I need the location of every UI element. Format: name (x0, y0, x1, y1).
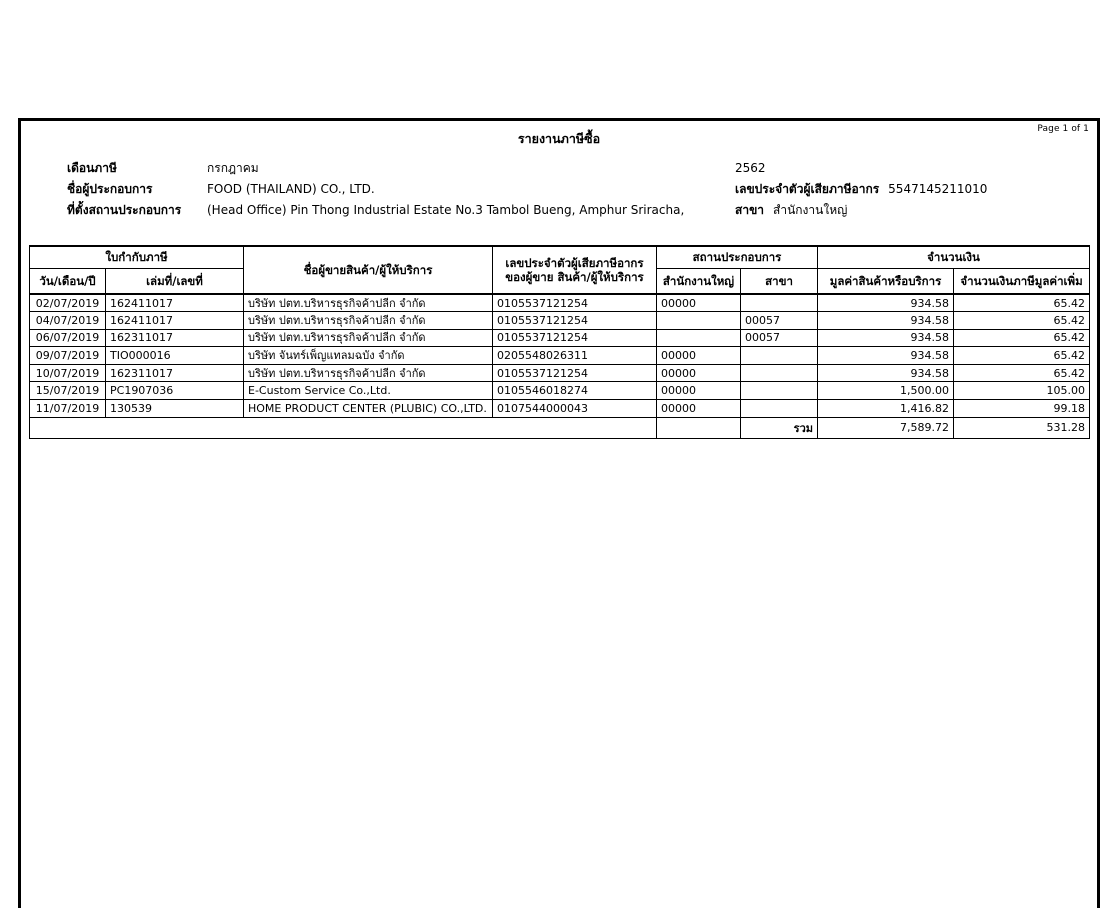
cell-head-office: 00000 (657, 347, 741, 365)
column-header-vendor-taxid (493, 246, 657, 294)
column-header-head-office: สำนักงานใหญ่ (657, 268, 741, 294)
table-row (30, 329, 1090, 347)
header-meta-left (67, 158, 684, 221)
cell-vendor-taxid: 0105537121254 (493, 312, 657, 330)
cell-date: 15/07/2019 (30, 382, 106, 400)
table-body (30, 294, 1090, 417)
table-row (30, 294, 1090, 312)
cell-vat-amount: 65.42 (954, 294, 1090, 312)
table-row (30, 364, 1090, 382)
cell-branch (741, 382, 818, 400)
page-title: รายงานภาษีซื้อ (517, 131, 601, 146)
table-row (30, 382, 1090, 400)
cell-branch (741, 400, 818, 418)
cell-vendor-name: บริษัท ปตท.บริหารธุรกิจค้าปลีก จำกัด (244, 329, 493, 347)
header-meta-right (735, 158, 987, 221)
tax-month-value: กรกฎาคม (207, 161, 259, 175)
cell-head-office: 00000 (657, 400, 741, 418)
table-row (30, 312, 1090, 330)
meta-row-taxid (735, 179, 987, 200)
cell-goods-value: 934.58 (818, 329, 954, 347)
meta-row-branch (735, 200, 987, 221)
column-header-branch: สาขา (741, 268, 818, 294)
table-row (30, 400, 1090, 418)
total-label: รวม (741, 417, 818, 438)
table-footer (30, 417, 1090, 438)
cell-book-number: TIO000016 (106, 347, 244, 365)
cell-branch: 00057 (741, 312, 818, 330)
cell-head-office: 00000 (657, 294, 741, 312)
cell-branch (741, 347, 818, 365)
total-goods-value: 7,589.72 (818, 417, 954, 438)
cell-vendor-name: HOME PRODUCT CENTER (PLUBIC) CO.,LTD. (244, 400, 493, 418)
cell-book-number: 162311017 (106, 364, 244, 382)
table-row (30, 347, 1090, 365)
cell-vat-amount: 65.42 (954, 347, 1090, 365)
cell-head-office: 00000 (657, 382, 741, 400)
meta-row-tax-month (67, 158, 684, 179)
company-name-value: FOOD (THAILAND) CO., LTD. (207, 182, 375, 196)
cell-date: 10/07/2019 (30, 364, 106, 382)
cell-goods-value: 934.58 (818, 347, 954, 365)
cell-vat-amount: 65.42 (954, 312, 1090, 330)
meta-row-year (735, 158, 987, 179)
cell-vendor-name: E-Custom Service Co.,Ltd. (244, 382, 493, 400)
cell-goods-value: 934.58 (818, 312, 954, 330)
company-address-label: ที่ตั้งสถานประกอบการ (67, 203, 182, 217)
cell-goods-value: 1,416.82 (818, 400, 954, 418)
vendor-taxid-line1: เลขประจำตัวผู้เสียภาษีอากร (505, 256, 644, 270)
company-address-value: (Head Office) Pin Thong Industrial Estate No.3 Tambol Bueng, Amphur Sriracha, (207, 203, 685, 217)
cell-vat-amount: 99.18 (954, 400, 1090, 418)
column-header-vat-amount: จำนวนเงินภาษีมูลค่าเพิ่ม (954, 268, 1090, 294)
cell-vendor-taxid: 0105546018274 (493, 382, 657, 400)
cell-vendor-name: บริษัท ปตท.บริหารธุรกิจค้าปลีก จำกัด (244, 312, 493, 330)
cell-head-office (657, 312, 741, 330)
cell-vendor-taxid: 0105537121254 (493, 329, 657, 347)
cell-vendor-name: บริษัท ปตท.บริหารธุรกิจค้าปลีก จำกัด (244, 364, 493, 382)
column-header-date: วัน/เดือน/ปี (30, 268, 106, 294)
cell-goods-value: 934.58 (818, 364, 954, 382)
meta-row-company-address (67, 200, 684, 221)
cell-vendor-taxid: 0105537121254 (493, 294, 657, 312)
total-vat-amount: 531.28 (954, 417, 1090, 438)
cell-book-number: 130539 (106, 400, 244, 418)
cell-date: 09/07/2019 (30, 347, 106, 365)
column-group-invoice: ใบกำกับภาษี (30, 246, 244, 268)
cell-vat-amount: 105.00 (954, 382, 1090, 400)
cell-book-number: 162411017 (106, 294, 244, 312)
total-spacer-ho (657, 417, 741, 438)
company-name-label: ชื่อผู้ประกอบการ (67, 182, 153, 196)
column-header-vendor-name: ชื่อผู้ขายสินค้า/ผู้ให้บริการ (244, 246, 493, 294)
cell-date: 02/07/2019 (30, 294, 106, 312)
cell-goods-value: 1,500.00 (818, 382, 954, 400)
column-header-book-number: เล่มที่/เลขที่ (106, 268, 244, 294)
branch-label: สาขา (735, 203, 765, 217)
purchase-tax-table (29, 245, 1090, 439)
meta-row-company-name (67, 179, 684, 200)
column-group-establishment: สถานประกอบการ (657, 246, 818, 268)
page-indicator: Page 1 of 1 (1037, 124, 1089, 134)
table-header (30, 246, 1090, 294)
cell-date: 11/07/2019 (30, 400, 106, 418)
cell-head-office (657, 329, 741, 347)
cell-vendor-taxid: 0107544000043 (493, 400, 657, 418)
branch-value: สำนักงานใหญ่ (773, 203, 848, 217)
tax-year-value: 2562 (735, 161, 766, 175)
cell-branch (741, 364, 818, 382)
cell-date: 06/07/2019 (30, 329, 106, 347)
cell-date: 04/07/2019 (30, 312, 106, 330)
cell-book-number: PC1907036 (106, 382, 244, 400)
table-header-row-top (30, 246, 1090, 268)
cell-goods-value: 934.58 (818, 294, 954, 312)
column-group-amount: จำนวนเงิน (818, 246, 1090, 268)
cell-vendor-taxid: 0205548026311 (493, 347, 657, 365)
cell-vendor-name: บริษัท ปตท.บริหารธุรกิจค้าปลีก จำกัด (244, 294, 493, 312)
vendor-taxid-line2: ของผู้ขาย สินค้า/ผู้ให้บริการ (505, 270, 644, 284)
column-header-goods-value: มูลค่าสินค้าหรือบริการ (818, 268, 954, 294)
tax-month-label: เดือนภาษี (67, 161, 117, 175)
cell-book-number: 162311017 (106, 329, 244, 347)
taxid-value: 5547145211010 (888, 182, 988, 196)
cell-branch: 00057 (741, 329, 818, 347)
cell-head-office: 00000 (657, 364, 741, 382)
cell-book-number: 162411017 (106, 312, 244, 330)
taxid-label: เลขประจำตัวผู้เสียภาษีอากร (735, 182, 880, 196)
cell-branch (741, 294, 818, 312)
cell-vendor-name: บริษัท จันทร์เพ็ญแทลมฉบัง จำกัด (244, 347, 493, 365)
report-document-frame (18, 118, 1100, 908)
cell-vat-amount: 65.42 (954, 364, 1090, 382)
total-row (30, 417, 1090, 438)
total-spacer (30, 417, 657, 438)
cell-vat-amount: 65.42 (954, 329, 1090, 347)
cell-vendor-taxid: 0105537121254 (493, 364, 657, 382)
